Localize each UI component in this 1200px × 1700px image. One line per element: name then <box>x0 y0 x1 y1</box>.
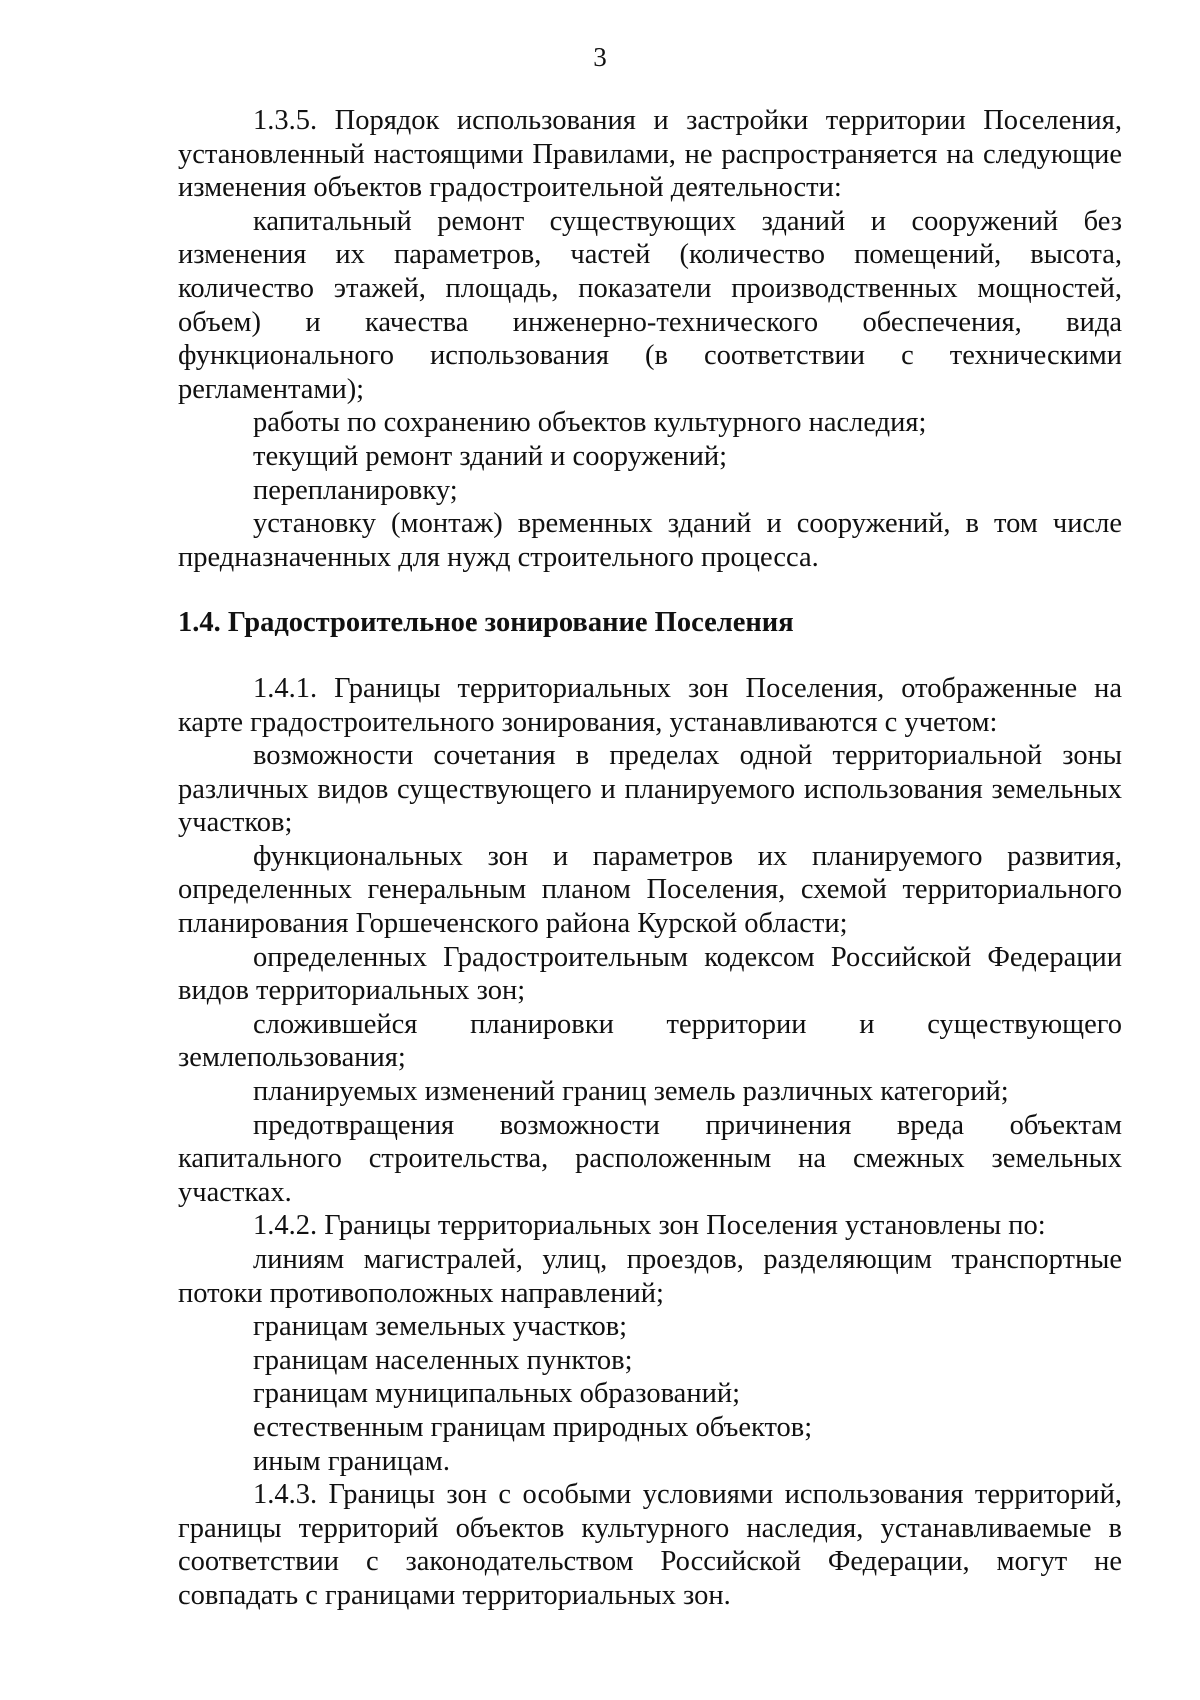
list-item: возможности сочетания в пределах одной территориальной зоны различных видов существующего и планируемого использования земельных участков; <box>178 740 1122 839</box>
list-item: функциональных зон и параметров их планируемого развития, определенных генеральным планом Поселения, схемой территориального планирования Горшеченского района Курской области; <box>178 840 1122 940</box>
section-heading: 1.4. Градостроительное зонирование Поселения <box>178 607 794 639</box>
list-item: установку (монтаж) временных зданий и сооружений, в том числе предназначенных для нужд строительного процесса. <box>178 508 1122 573</box>
paragraph-1-3-5: 1.3.5. Порядок использования и застройки территории Поселения, установленный настоящими Правилами, не распространяется на следующие изменения объектов градостроительной деятельности: <box>178 105 1122 204</box>
list-item: перепланировку; <box>253 474 458 506</box>
paragraph-1-4-3: 1.4.3. Границы зон с особыми условиями использования территорий, границы территорий объектов культурного наследия, устанавливаемые в соответствии с законодательством Российской Федерации, могут не совпадать с границами территориальных зон. <box>178 1479 1122 1611</box>
paragraph-1-4-1: 1.4.1. Границы территориальных зон Поселения, отображенные на карте градостроительного зонирования, устанавливаются с учетом: <box>178 672 1122 738</box>
list-item: границам населенных пунктов; <box>253 1344 633 1376</box>
paragraph-1-4-2: 1.4.2. Границы территориальных зон Поселения установлены по: <box>253 1210 1046 1242</box>
list-item: естественным границам природных объектов; <box>253 1411 813 1443</box>
list-item: линиям магистралей, улиц, проездов, разделяющим транспортные потоки противоположных направлений; <box>178 1244 1122 1309</box>
list-item: сложившейся планировки территории и существующего землепользования; <box>178 1008 1122 1074</box>
document-body <box>178 104 1122 1613</box>
list-item: текущий ремонт зданий и сооружений; <box>253 440 728 472</box>
list-item: предотвращения возможности причинения вреда объектам капитального строительства, расположенным на смежных земельных участках. <box>178 1109 1122 1208</box>
list-item: капитальный ремонт существующих зданий и сооружений без изменения их параметров, частей (количество помещений, высота, количество этажей, площадь, показатели производственных мощностей, объем) и качества инженерно-технического обеспечения, вида функционального использования (в соответствии с техническими регламентами); <box>178 205 1122 405</box>
list-item: работы по сохранению объектов культурного наследия; <box>253 407 927 439</box>
list-item: границам муниципальных образований; <box>253 1378 740 1410</box>
list-item: иным границам. <box>253 1445 450 1477</box>
list-item: определенных Градостроительным кодексом Российской Федерации видов территориальных зон; <box>178 941 1122 1007</box>
page-number: 3 <box>593 42 607 72</box>
list-item: границам земельных участков; <box>253 1311 628 1343</box>
list-item: планируемых изменений границ земель различных категорий; <box>253 1076 1009 1108</box>
